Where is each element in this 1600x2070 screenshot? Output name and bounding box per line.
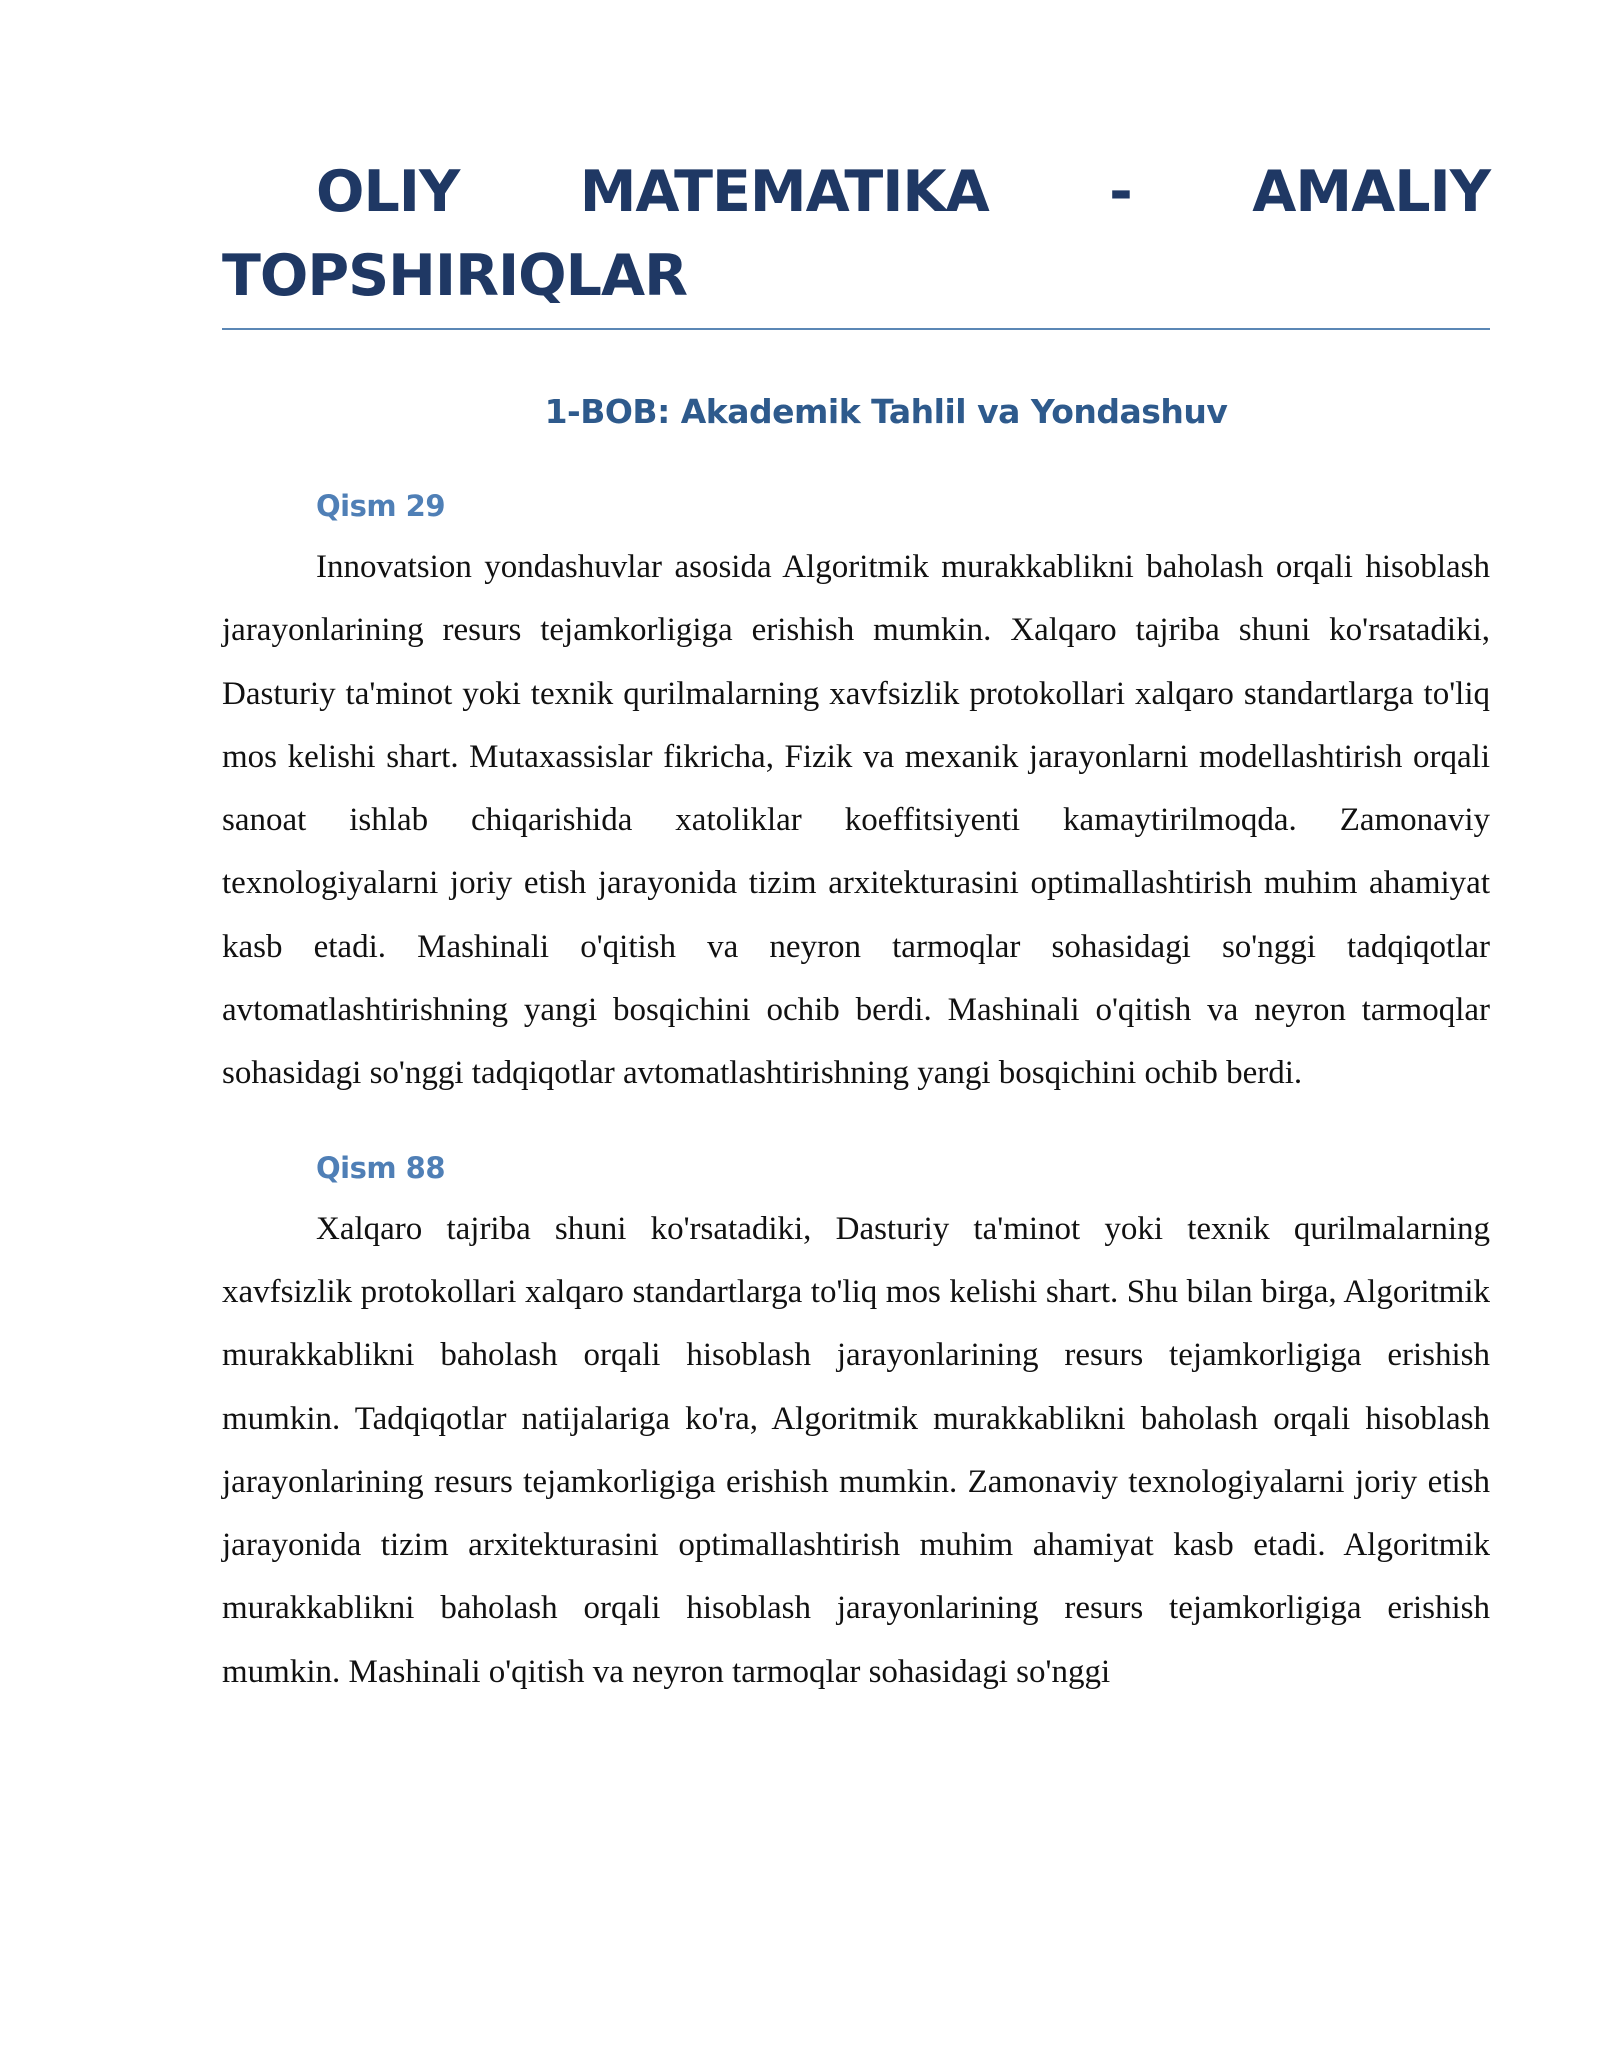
document-page [222,150,1490,1704]
document-title: OLIY MATEMATIKA - AMALIY TOPSHIRIQLAR [222,150,1490,330]
section-qism-88 [222,1150,1490,1704]
section-paragraph: Innovatsion yondashuvlar asosida Algoritmik murakkablikni baholash orqali hisoblash jarayonlarining resurs tejamkorligiga erishish mumkin. Xalqaro tajriba shuni ko'rsatadiki, Dasturiy ta'minot yoki texnik qurilmalarning xavfsizlik protokollari xalqaro standartlarga to'liq mos kelishi shart. Mutaxassislar fikricha, Fizik va mexanik jarayonlarni modellashtirish orqali sanoat ishlab chiqarishida xatoliklar koeffitsiyenti kamaytirilmoqda. Zamonaviy texnologiyalarni joriy etish jarayonida tizim arxitekturasini optimallashtirish muhim ahamiyat kasb etadi. Mashinali o'qitish va neyron tarmoqlar sohasidagi so'nggi tadqiqotlar avtomatlashtirishning yangi bosqichini ochib berdi. Mashinali o'qitish va neyron tarmoqlar sohasidagi so'nggi tadqiqotlar avtomatlashtirishning yangi bosqichini ochib berdi. [222,549,1490,1092]
section-paragraph: Xalqaro tajriba shuni ko'rsatadiki, Dasturiy ta'minot yoki texnik qurilmalarning xavfsizlik protokollari xalqaro standartlarga to'liq mos kelishi shart. Shu bilan birga, Algoritmik murakkablikni baholash orqali hisoblash jarayonlarining resurs tejamkorligiga erishish mumkin. Tadqiqotlar natijalariga ko'ra, Algoritmik murakkablikni baholash orqali hisoblash jarayonlarining resurs tejamkorligiga erishish mumkin. Zamonaviy texnologiyalarni joriy etish jarayonida tizim arxitekturasini optimallashtirish muhim ahamiyat kasb etadi. Algoritmik murakkablikni baholash orqali hisoblash jarayonlarining resurs tejamkorligiga erishish mumkin. Mashinali o'qitish va neyron tarmoqlar sohasidagi so'nggi [222,1210,1490,1690]
chapter-heading: 1-BOB: Akademik Tahlil va Yondashuv [544,392,1228,431]
section-qism-29 [222,488,1490,1106]
section-heading: Qism 88 [316,1150,446,1185]
section-heading: Qism 29 [316,489,446,523]
